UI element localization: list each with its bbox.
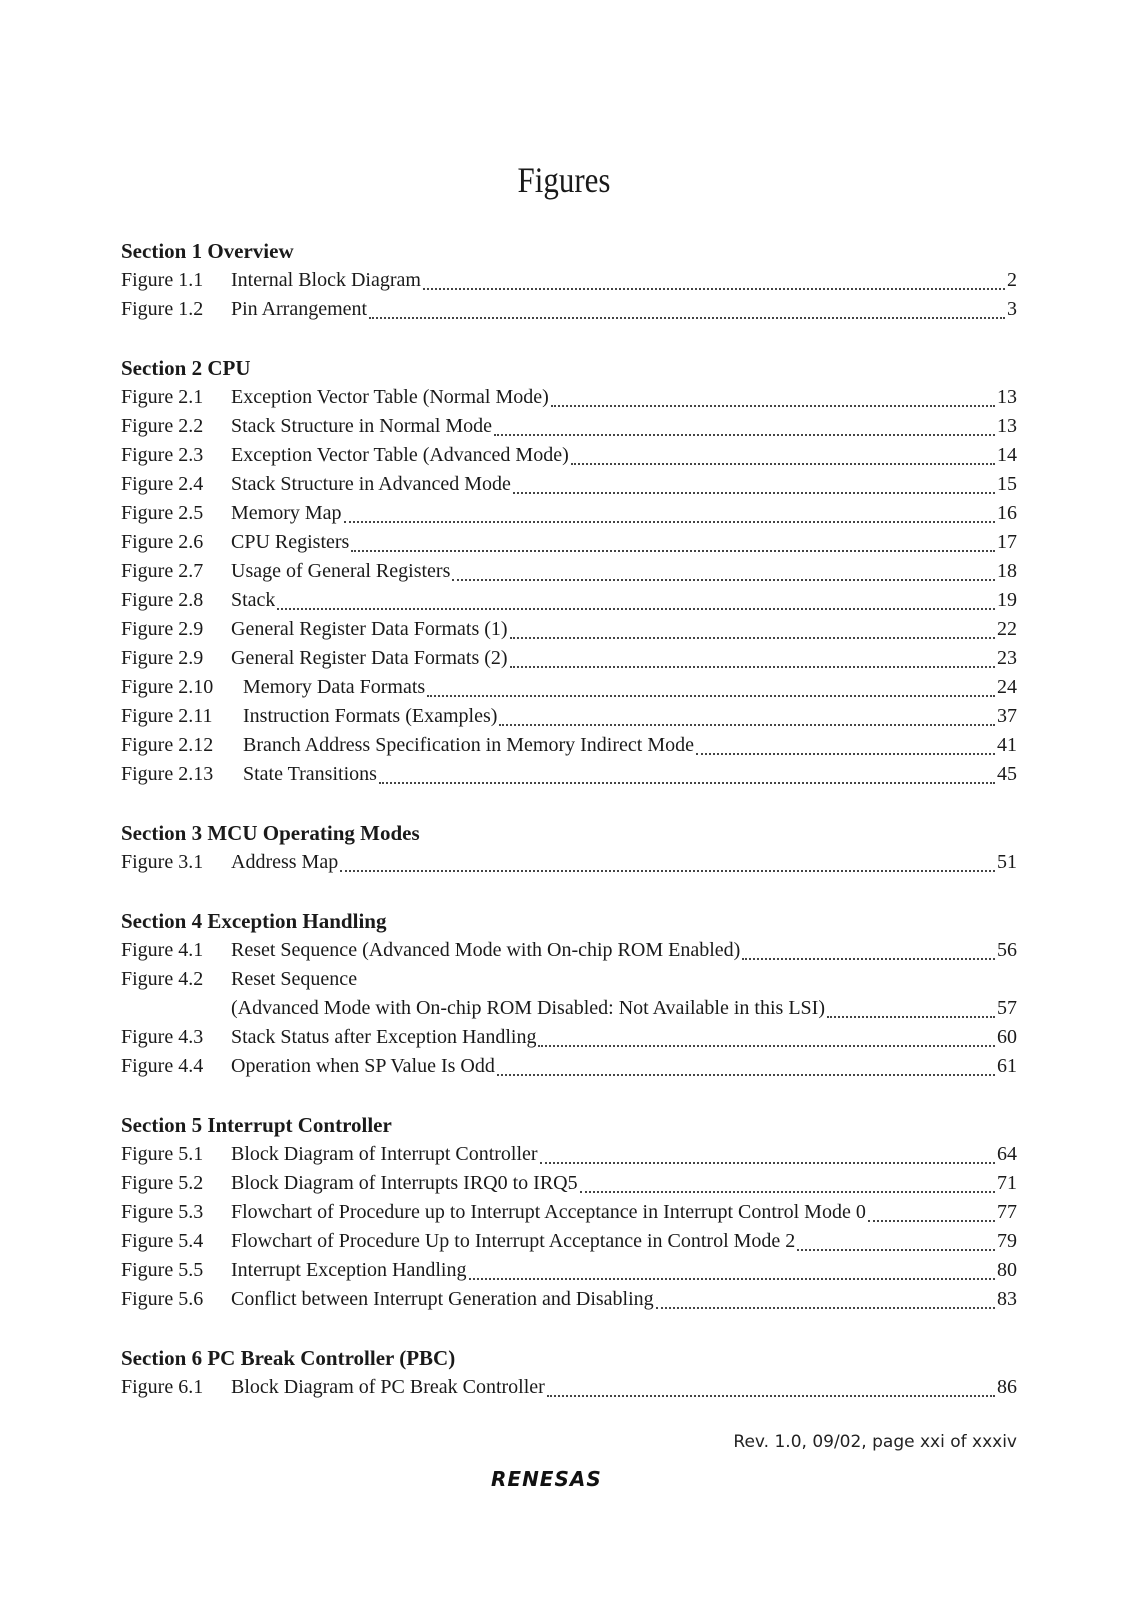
figure-number: Figure 4.3 bbox=[121, 1026, 204, 1048]
dot-leader bbox=[510, 666, 995, 668]
toc-entry[interactable] bbox=[121, 1169, 1017, 1198]
figure-title: State Transitions bbox=[243, 763, 377, 785]
figure-title: Branch Address Specification in Memory Indirect Mode bbox=[243, 734, 694, 756]
dot-leader bbox=[497, 1074, 995, 1076]
page-footer: Rev. 1.0, 09/02, page xxi of xxxiv bbox=[733, 1432, 1017, 1452]
toc-entry[interactable] bbox=[121, 528, 1017, 557]
page-number: 83 bbox=[997, 1288, 1017, 1310]
toc-entry[interactable] bbox=[121, 702, 1017, 731]
toc-entry-continuation[interactable] bbox=[121, 994, 1017, 1023]
logo-text: RENESAS bbox=[491, 1467, 602, 1490]
figure-number: Figure 2.3 bbox=[121, 444, 204, 466]
page-number: 23 bbox=[997, 647, 1017, 669]
toc-entry[interactable] bbox=[121, 644, 1017, 673]
dot-leader bbox=[494, 434, 995, 436]
toc-entry[interactable] bbox=[121, 615, 1017, 644]
dot-leader bbox=[513, 492, 995, 494]
toc-entry[interactable] bbox=[121, 383, 1017, 412]
toc-entry[interactable] bbox=[121, 1052, 1017, 1081]
page-number: 86 bbox=[997, 1376, 1017, 1398]
figure-number: Figure 5.5 bbox=[121, 1259, 204, 1281]
toc-entry[interactable] bbox=[121, 470, 1017, 499]
figure-title: Stack Status after Exception Handling bbox=[231, 1026, 537, 1048]
toc-entry[interactable] bbox=[121, 731, 1017, 760]
page-number: 2 bbox=[1007, 269, 1017, 291]
figure-title: Interrupt Exception Handling bbox=[231, 1259, 467, 1281]
figure-number: Figure 2.11 bbox=[121, 705, 213, 727]
page-number: 61 bbox=[997, 1055, 1017, 1077]
section-gap bbox=[121, 324, 1017, 354]
section-heading: Section 6 PC Break Controller (PBC) bbox=[121, 1346, 456, 1370]
figure-number: Figure 2.9 bbox=[121, 647, 204, 669]
dot-leader bbox=[696, 753, 995, 755]
dot-leader bbox=[351, 550, 995, 552]
page-number: 18 bbox=[997, 560, 1017, 582]
toc-entry[interactable] bbox=[121, 848, 1017, 877]
page-number: 13 bbox=[997, 415, 1017, 437]
figure-number: Figure 2.1 bbox=[121, 386, 204, 408]
page-number: 51 bbox=[997, 851, 1017, 873]
figure-title: Operation when SP Value Is Odd bbox=[231, 1055, 495, 1077]
page-number: 22 bbox=[997, 618, 1017, 640]
dot-leader bbox=[538, 1045, 995, 1047]
figure-title: Usage of General Registers bbox=[231, 560, 451, 582]
dot-leader bbox=[797, 1249, 995, 1251]
toc-entry[interactable] bbox=[121, 673, 1017, 702]
page-number: 79 bbox=[997, 1230, 1017, 1252]
dot-leader bbox=[510, 637, 995, 639]
figure-number: Figure 5.4 bbox=[121, 1230, 204, 1252]
figure-number: Figure 4.4 bbox=[121, 1055, 204, 1077]
figure-number: Figure 5.1 bbox=[121, 1143, 204, 1165]
figure-title: Exception Vector Table (Normal Mode) bbox=[231, 386, 549, 408]
page-number: 3 bbox=[1007, 298, 1017, 320]
toc-entry[interactable] bbox=[121, 266, 1017, 295]
section-heading: Section 5 Interrupt Controller bbox=[121, 1113, 392, 1137]
toc-entry[interactable] bbox=[121, 1198, 1017, 1227]
toc-entry[interactable] bbox=[121, 295, 1017, 324]
section-heading: Section 3 MCU Operating Modes bbox=[121, 821, 420, 845]
toc-entry[interactable] bbox=[121, 1373, 1017, 1402]
figure-number: Figure 1.2 bbox=[121, 298, 204, 320]
page-number: 17 bbox=[997, 531, 1017, 553]
page-number: 41 bbox=[997, 734, 1017, 756]
figure-title: Exception Vector Table (Advanced Mode) bbox=[231, 444, 569, 466]
figure-title: Internal Block Diagram bbox=[231, 269, 421, 291]
page-title: Figures bbox=[517, 160, 611, 200]
toc-entry[interactable] bbox=[121, 936, 1017, 965]
page-number: 60 bbox=[997, 1026, 1017, 1048]
figure-number: Figure 2.6 bbox=[121, 531, 204, 553]
figure-title: Reset Sequence (Advanced Mode with On-chip ROM Enabled) bbox=[231, 939, 741, 961]
figure-title: General Register Data Formats (2) bbox=[231, 647, 508, 669]
figure-number: Figure 2.12 bbox=[121, 734, 214, 756]
figure-title: Block Diagram of Interrupts IRQ0 to IRQ5 bbox=[231, 1172, 578, 1194]
figure-number: Figure 2.13 bbox=[121, 763, 214, 785]
dot-leader bbox=[427, 695, 995, 697]
section-gap bbox=[121, 789, 1017, 819]
page-number: 64 bbox=[997, 1143, 1017, 1165]
toc-entry[interactable] bbox=[121, 412, 1017, 441]
toc-entry[interactable] bbox=[121, 1227, 1017, 1256]
figure-title: Stack Structure in Advanced Mode bbox=[231, 473, 511, 495]
figure-number: Figure 2.9 bbox=[121, 618, 204, 640]
toc-entry[interactable] bbox=[121, 557, 1017, 586]
figure-title: Memory Map bbox=[231, 502, 342, 524]
toc-entry[interactable] bbox=[121, 499, 1017, 528]
figure-title: Instruction Formats (Examples) bbox=[243, 705, 498, 727]
dot-leader bbox=[540, 1162, 995, 1164]
section-gap bbox=[121, 1314, 1017, 1344]
figure-title: Flowchart of Procedure Up to Interrupt Acceptance in Control Mode 2 bbox=[231, 1230, 796, 1252]
toc-entry[interactable] bbox=[121, 441, 1017, 470]
dot-leader bbox=[423, 288, 1005, 290]
page-number: 37 bbox=[997, 705, 1017, 727]
dot-leader bbox=[452, 579, 995, 581]
section-gap bbox=[121, 877, 1017, 907]
dot-leader bbox=[277, 608, 995, 610]
figure-number: Figure 2.2 bbox=[121, 415, 204, 437]
dot-leader bbox=[547, 1395, 995, 1397]
figure-number: Figure 4.1 bbox=[121, 939, 204, 961]
toc-entry[interactable] bbox=[121, 1140, 1017, 1169]
toc-entry[interactable] bbox=[121, 965, 1017, 994]
figure-title: Reset Sequence bbox=[231, 968, 358, 990]
figure-number: Figure 2.8 bbox=[121, 589, 204, 611]
dot-leader bbox=[827, 1016, 995, 1018]
page-number: 16 bbox=[997, 502, 1017, 524]
renesas-logo bbox=[491, 1466, 637, 1490]
dot-leader bbox=[551, 405, 995, 407]
figure-title: Conflict between Interrupt Generation and Disabling bbox=[231, 1288, 654, 1310]
figure-number: Figure 2.7 bbox=[121, 560, 204, 582]
toc-entry[interactable] bbox=[121, 586, 1017, 615]
section-heading: Section 4 Exception Handling bbox=[121, 909, 387, 933]
page-number: 80 bbox=[997, 1259, 1017, 1281]
page-number: 57 bbox=[997, 997, 1017, 1019]
dot-leader bbox=[742, 958, 995, 960]
section-heading: Section 1 Overview bbox=[121, 239, 294, 263]
figure-number: Figure 2.4 bbox=[121, 473, 204, 495]
page-number: 24 bbox=[997, 676, 1017, 698]
page-number: 19 bbox=[997, 589, 1017, 611]
page-number: 15 bbox=[997, 473, 1017, 495]
toc-entry[interactable] bbox=[121, 1023, 1017, 1052]
toc-entry[interactable] bbox=[121, 1285, 1017, 1314]
dot-leader bbox=[571, 463, 995, 465]
dot-leader bbox=[379, 782, 995, 784]
figure-number: Figure 5.3 bbox=[121, 1201, 204, 1223]
figure-title: Block Diagram of Interrupt Controller bbox=[231, 1143, 538, 1165]
toc-entry[interactable] bbox=[121, 760, 1017, 789]
figure-title: Address Map bbox=[231, 851, 339, 873]
dot-leader bbox=[580, 1191, 995, 1193]
figure-list bbox=[121, 237, 1017, 1402]
figure-number: Figure 5.6 bbox=[121, 1288, 204, 1310]
section-heading: Section 2 CPU bbox=[121, 356, 251, 380]
figure-number: Figure 4.2 bbox=[121, 968, 204, 990]
dot-leader bbox=[656, 1307, 995, 1309]
page-number: 13 bbox=[997, 386, 1017, 408]
figure-number: Figure 5.2 bbox=[121, 1172, 204, 1194]
page-number: 71 bbox=[997, 1172, 1017, 1194]
figure-number: Figure 2.10 bbox=[121, 676, 214, 698]
figure-title-continuation: (Advanced Mode with On-chip ROM Disabled: Not Available in this LSI) bbox=[231, 997, 825, 1019]
dot-leader bbox=[868, 1220, 995, 1222]
figure-number: Figure 1.1 bbox=[121, 269, 204, 291]
dot-leader bbox=[344, 521, 995, 523]
toc-entry[interactable] bbox=[121, 1256, 1017, 1285]
figure-title: Stack Structure in Normal Mode bbox=[231, 415, 493, 437]
page-number: 77 bbox=[997, 1201, 1017, 1223]
page-number: 45 bbox=[997, 763, 1017, 785]
figure-number: Figure 6.1 bbox=[121, 1376, 204, 1398]
page-number: 14 bbox=[997, 444, 1017, 466]
dot-leader bbox=[469, 1278, 996, 1280]
dot-leader bbox=[369, 317, 1005, 319]
figure-title: General Register Data Formats (1) bbox=[231, 618, 508, 640]
figure-title: Pin Arrangement bbox=[231, 298, 368, 320]
figure-title: Flowchart of Procedure up to Interrupt Acceptance in Interrupt Control Mode 0 bbox=[231, 1201, 866, 1223]
dot-leader bbox=[340, 870, 995, 872]
dot-leader bbox=[499, 724, 995, 726]
figure-title: Stack bbox=[231, 589, 276, 611]
page-number: 56 bbox=[997, 939, 1017, 961]
figure-number: Figure 3.1 bbox=[121, 851, 204, 873]
section-gap bbox=[121, 1081, 1017, 1111]
figure-title: Block Diagram of PC Break Controller bbox=[231, 1376, 545, 1398]
figure-title: CPU Registers bbox=[231, 531, 350, 553]
figure-title: Memory Data Formats bbox=[243, 676, 426, 698]
figure-number: Figure 2.5 bbox=[121, 502, 204, 524]
